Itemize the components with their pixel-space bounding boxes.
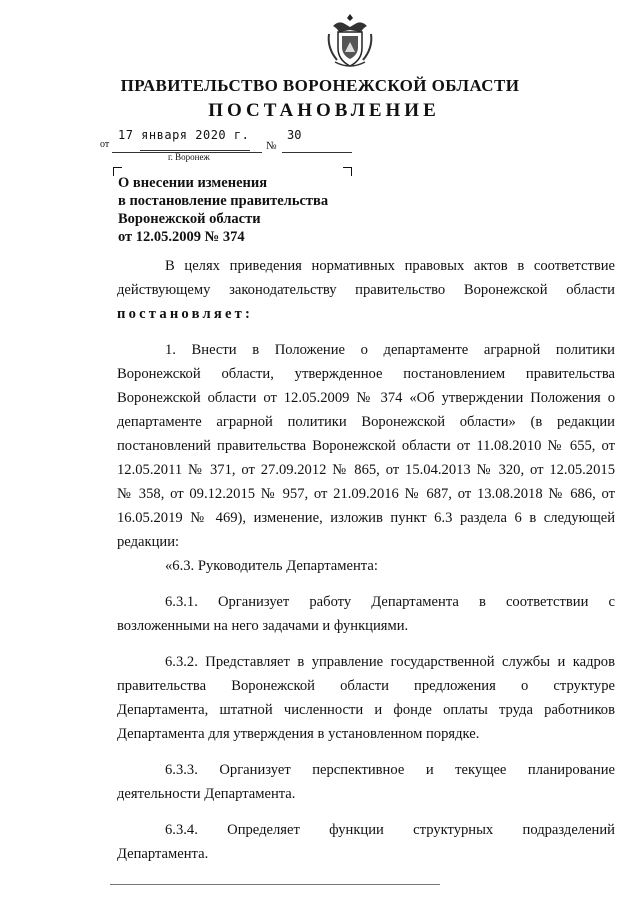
number-underline — [282, 152, 352, 153]
resolves-word: постановляет: — [117, 306, 254, 322]
text-line: Департамента. — [117, 846, 209, 862]
date-number-row — [0, 128, 640, 168]
subject-line: в постановление правительства — [118, 193, 329, 209]
paragraph-1 — [117, 338, 615, 554]
text-line: Воронежской области от 12.05.2009 № 374 «Об утверждении Положения о — [117, 390, 615, 406]
text-line: постановлений правительства Воронежской области от 11.08.2010 № 655, от — [117, 438, 615, 454]
paragraph-6-3-1 — [117, 590, 615, 638]
paragraph-6-3-4 — [117, 818, 615, 866]
text-line: 6.3.4. Определяет функции структурных подразделений — [165, 822, 615, 838]
text-line: 16.05.2019 № 469), изменение, изложив пункт 6.3 раздела 6 в следующей — [117, 510, 615, 526]
paragraph-6-3-3 — [117, 758, 615, 806]
text-line: деятельности Департамента. — [117, 786, 296, 802]
text-line: возложенными на него задачами и функциями. — [117, 618, 409, 634]
page-divider — [110, 884, 440, 885]
date-prefix: от — [100, 139, 110, 150]
organization-title: ПРАВИТЕЛЬСТВО ВОРОНЕЖСКОЙ ОБЛАСТИ — [120, 76, 520, 95]
document-body — [117, 254, 615, 866]
coat-of-arms-icon — [325, 12, 375, 70]
document-number: 30 — [287, 128, 302, 142]
text-line: департаменте аграрной политики Воронежской области» (в редакции — [117, 414, 615, 430]
subject-line: от 12.05.2009 № 374 — [118, 229, 245, 245]
document-subject — [118, 174, 378, 246]
paragraph-6-3-2 — [117, 650, 615, 746]
text-line: 12.05.2011 № 371, от 27.09.2012 № 865, от 15.04.2013 № 320, от 12.05.2015 — [117, 462, 615, 478]
subject-line: Воронежской области — [118, 211, 261, 227]
text-line: редакции: — [117, 534, 180, 550]
text-line: 6.3.3. Организует перспективное и текущее планирование — [165, 762, 615, 778]
paragraph-6-3 — [117, 554, 615, 578]
city-underline — [140, 150, 250, 151]
subject-line: О внесении изменения — [118, 175, 268, 191]
text-line: правительства Воронежской области предложения о структуре — [117, 678, 615, 694]
city: г. Воронеж — [168, 152, 210, 162]
text-line: Департамента, штатной численности и фонде оплаты труда работников — [117, 702, 615, 718]
text-line: В целях приведения нормативных правовых актов в соответствие — [165, 258, 615, 274]
text-line: действующему законодательству правительство Воронежской области — [117, 282, 615, 298]
document-date: 17 января 2020 г. — [118, 128, 250, 142]
text-line: Департамента для утверждения в установленном порядке. — [117, 726, 480, 742]
text-line: № 358, от 09.12.2015 № 957, от 21.09.2016 № 687, от 13.08.2018 № 686, от — [117, 486, 615, 502]
text-line: 6.3.2. Представляет в управление государственной службы и кадров — [165, 654, 615, 670]
text-line: 6.3.1. Организует работу Департамента в соответствии с — [165, 594, 615, 610]
text-line: «6.3. Руководитель Департамента: — [165, 558, 378, 574]
number-label: № — [266, 140, 277, 152]
intro-paragraph — [117, 254, 615, 326]
text-line: 1. Внести в Положение о департаменте аграрной политики — [165, 342, 615, 358]
text-line: Воронежской области, утвержденное постановлением правительства — [117, 366, 615, 382]
document-type: ПОСТАНОВЛЕНИЕ — [208, 100, 440, 121]
